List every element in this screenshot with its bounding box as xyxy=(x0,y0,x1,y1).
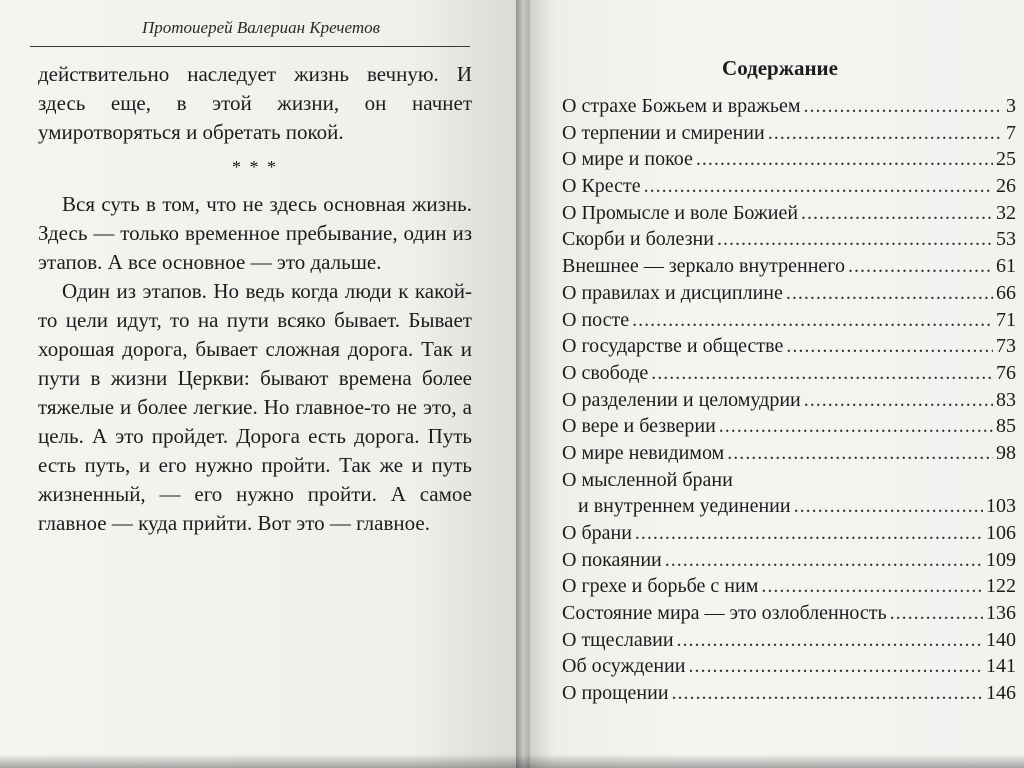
toc-entry[interactable] xyxy=(562,387,1016,414)
toc-entry[interactable] xyxy=(562,467,1016,494)
page-bottom-shadow xyxy=(0,754,1024,768)
toc-entry-page: 106 xyxy=(986,522,1016,544)
toc-entry-page: 136 xyxy=(986,602,1016,625)
toc-entry-title: Состояние мира — это озлобленность xyxy=(562,602,887,625)
toc-entry-title: О страхе Божьем и вражьем xyxy=(562,95,801,117)
toc-entry-title: О Кресте xyxy=(562,175,641,198)
dot-leader xyxy=(644,173,993,200)
toc-entry-title: О правилах и дисциплине xyxy=(562,281,783,304)
toc-entry-page: 3 xyxy=(1006,95,1016,117)
left-page-body xyxy=(38,60,472,538)
toc-entry[interactable] xyxy=(562,680,1016,707)
toc-entry[interactable] xyxy=(562,226,1016,253)
toc-entry-page: 73 xyxy=(996,335,1016,358)
section-separator: * * * xyxy=(232,157,278,177)
paragraph-1: действительно наследует жизнь вечную. И здесь еще, в этой жизни, он начнет умиротворяться и обретать покой. xyxy=(38,62,472,144)
toc-entry-page: 26 xyxy=(996,175,1016,198)
toc-entry-page: 61 xyxy=(996,255,1016,278)
dot-leader xyxy=(677,627,983,654)
toc-entry-continued[interactable] xyxy=(562,493,1016,520)
toc-entry-title: О покаянии xyxy=(562,548,662,571)
toc-entry-title: О вере и безверии xyxy=(562,415,716,438)
dot-leader xyxy=(804,93,1003,120)
toc-entry-title: О мире невидимом xyxy=(562,441,725,464)
dot-leader xyxy=(632,307,993,334)
toc-entry[interactable] xyxy=(562,93,1016,120)
toc-entry-title: О государстве и обществе xyxy=(562,335,784,358)
toc-entry-title: О прощении xyxy=(562,682,669,705)
toc-entry-page: 53 xyxy=(996,228,1016,251)
right-page xyxy=(530,0,1024,768)
toc-entry-page: 140 xyxy=(986,628,1016,651)
toc-entry-title: О грехе и борьбе с ним xyxy=(562,575,759,598)
dot-leader xyxy=(665,547,983,574)
toc-entry[interactable] xyxy=(562,253,1016,280)
dot-leader xyxy=(890,600,983,627)
toc-entry-title: О тщеславии xyxy=(562,628,674,651)
toc-entry[interactable] xyxy=(562,120,1016,147)
toc-entry-page: 83 xyxy=(996,388,1016,411)
toc-entry-page: 122 xyxy=(986,575,1016,598)
dot-leader xyxy=(719,413,993,440)
toc-entry-title: О свободе xyxy=(562,361,649,384)
dot-leader xyxy=(727,440,993,467)
dot-leader xyxy=(804,387,993,414)
dot-leader xyxy=(794,493,983,520)
toc-entry-page: 103 xyxy=(986,495,1016,518)
dot-leader xyxy=(688,653,983,680)
toc-entry-page: 7 xyxy=(1006,121,1016,144)
toc-entry-title: О посте xyxy=(562,308,630,331)
toc-entry[interactable] xyxy=(562,627,1016,654)
toc-entry-page: 146 xyxy=(986,682,1016,705)
toc-entry-page: 25 xyxy=(996,148,1016,171)
toc-entry[interactable] xyxy=(562,307,1016,334)
toc-entry-title: О разделении и целомудрии xyxy=(562,388,801,411)
toc-entry[interactable] xyxy=(562,520,1016,547)
toc-entry-title: и внутреннем уединении xyxy=(578,495,791,518)
toc-entry[interactable] xyxy=(562,547,1016,574)
toc-entry[interactable] xyxy=(562,413,1016,440)
toc-entry[interactable] xyxy=(562,280,1016,307)
toc-entry[interactable] xyxy=(562,600,1016,627)
running-head-rule xyxy=(30,46,470,47)
paragraph-3: Один из этапов. Но ведь когда люди к какой-то цели идут, то на пути всяко бывает. Бывает хорошая дорога, бывает сложная дорога. Так и пути в жизни Церкви: бывают времена более тяжелые и более легкие. Но главное-то не это, а цель. А это пройдет. Дорога есть дорога. Путь есть путь, и его нужно пройти. Так же и путь жизненный, — его нужно пройти. А самое главное — куда прийти. Вот это — главное. xyxy=(38,279,472,535)
toc-entry-page: 71 xyxy=(996,308,1016,331)
toc-entry[interactable] xyxy=(562,573,1016,600)
toc-entry-title: Внешнее — зеркало внутреннего xyxy=(562,255,845,278)
toc-entry[interactable] xyxy=(562,333,1016,360)
toc-entry-page: 109 xyxy=(986,548,1016,571)
toc-entry[interactable] xyxy=(562,653,1016,680)
toc-entry-title: О Промысле и воле Божией xyxy=(562,201,799,224)
toc-entry[interactable] xyxy=(562,440,1016,467)
toc-entry-title: О мысленной брани xyxy=(562,468,733,491)
toc-entry-title: Об осуждении xyxy=(562,655,686,678)
toc-entry-title: Скорби и болезни xyxy=(562,228,714,251)
dot-leader xyxy=(801,200,993,227)
dot-leader xyxy=(651,360,993,387)
dot-leader xyxy=(786,280,993,307)
dot-leader xyxy=(848,253,993,280)
toc-entry-page: 76 xyxy=(996,361,1016,384)
toc-entry[interactable] xyxy=(562,360,1016,387)
toc-entry-page: 32 xyxy=(996,201,1016,224)
running-head: Протоиерей Валериан Кречетов xyxy=(141,18,381,37)
paragraph-2: Вся суть в том, что не здесь основная жизнь. Здесь — только временное пребывание, один из этапов. А все основное — это дальше. xyxy=(38,192,472,274)
dot-leader xyxy=(635,520,983,547)
dot-leader xyxy=(672,680,983,707)
dot-leader xyxy=(768,120,1003,147)
toc-entry-page: 141 xyxy=(986,655,1016,678)
dot-leader xyxy=(696,146,993,173)
toc-title: Содержание xyxy=(722,56,838,80)
dot-leader xyxy=(717,226,993,253)
dot-leader xyxy=(761,573,983,600)
toc-entry-title: О мире и покое xyxy=(562,148,693,171)
toc-entry[interactable] xyxy=(562,146,1016,173)
toc-entry-page: 98 xyxy=(996,441,1016,464)
toc-entry[interactable] xyxy=(562,173,1016,200)
toc-entry-title: О терпении и смирении xyxy=(562,121,765,144)
toc-entry[interactable] xyxy=(562,200,1016,227)
toc-entry-page: 85 xyxy=(996,415,1016,438)
table-of-contents xyxy=(562,93,1016,707)
dot-leader xyxy=(786,333,993,360)
toc-entry-title: О брани xyxy=(562,522,632,544)
toc-entry-page: 66 xyxy=(996,281,1016,304)
